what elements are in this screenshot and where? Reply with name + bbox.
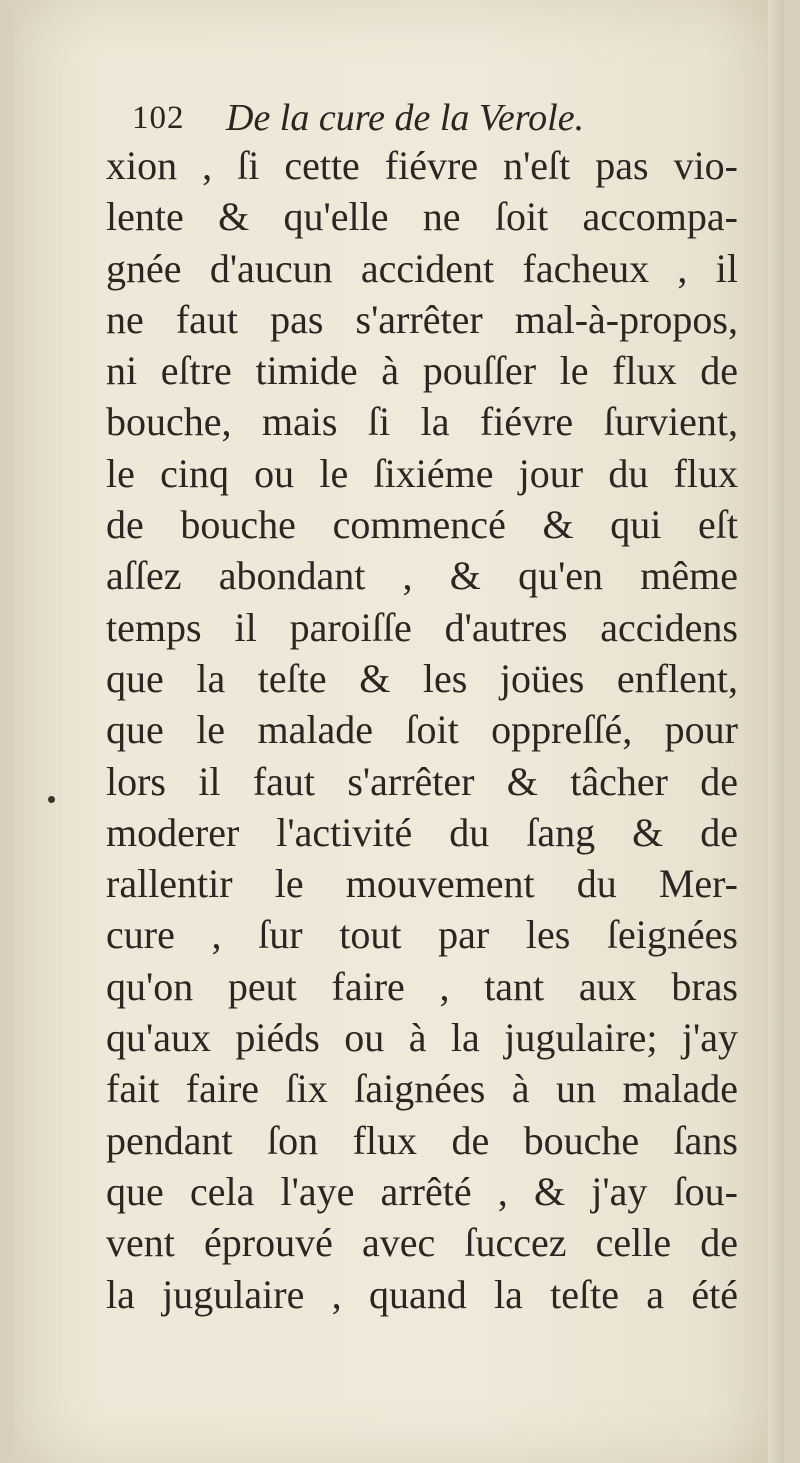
text-line: que cela l'aye arrêté , & j'ay ſou- xyxy=(106,1168,738,1214)
body-text xyxy=(106,140,738,1320)
page-number: 102 xyxy=(132,100,185,136)
text-line: bouche, mais ſi la fiévre ſurvient, xyxy=(106,399,738,445)
text-line: de bouche commencé & qui eſt xyxy=(106,502,738,548)
text-line: le cinq ou le ſixiéme jour du flux xyxy=(106,450,738,496)
text-line: lente & qu'elle ne ſoit accompa- xyxy=(106,194,738,240)
text-line: ni eſtre timide à pouſſer le flux de xyxy=(106,348,738,394)
book-page xyxy=(14,0,784,1463)
text-line: qu'aux piéds ou à la jugulaire; j'ay xyxy=(106,1015,738,1061)
text-line: ne faut pas s'arrêter mal-à-propos, xyxy=(106,296,738,342)
text-line: cure , ſur tout par les ſeignées xyxy=(106,912,738,958)
text-line: pendant ſon flux de bouche ſans xyxy=(106,1117,738,1163)
text-line: fait faire ſix ſaignées à un malade xyxy=(106,1066,738,1112)
page-edge xyxy=(768,0,784,1463)
text-line: qu'on peut faire , tant aux bras xyxy=(106,963,738,1009)
text-line: la jugulaire , quand la teſte a été xyxy=(106,1271,738,1317)
ink-spot xyxy=(48,796,55,803)
text-line: vent éprouvé avec ſuccez celle de xyxy=(106,1220,738,1266)
text-line: rallentir le mouvement du Mer- xyxy=(106,861,738,907)
text-line: que la teſte & les joües enflent, xyxy=(106,655,738,701)
text-line: temps il paroiſſe d'autres accidens xyxy=(106,604,738,650)
text-line: lors il faut s'arrêter & tâcher de xyxy=(106,758,738,804)
text-line: moderer l'activité du ſang & de xyxy=(106,809,738,855)
text-line: que le malade ſoit oppreſſé, pour xyxy=(106,707,738,753)
text-line: xion , ſi cette fiévre n'eſt pas vio- xyxy=(106,143,738,188)
text-line: aſſez abondant , & qu'en même xyxy=(106,553,738,599)
running-title: De la cure de la Verole. xyxy=(226,97,585,139)
text-line: gnée d'aucun accident facheux , il xyxy=(106,245,738,291)
